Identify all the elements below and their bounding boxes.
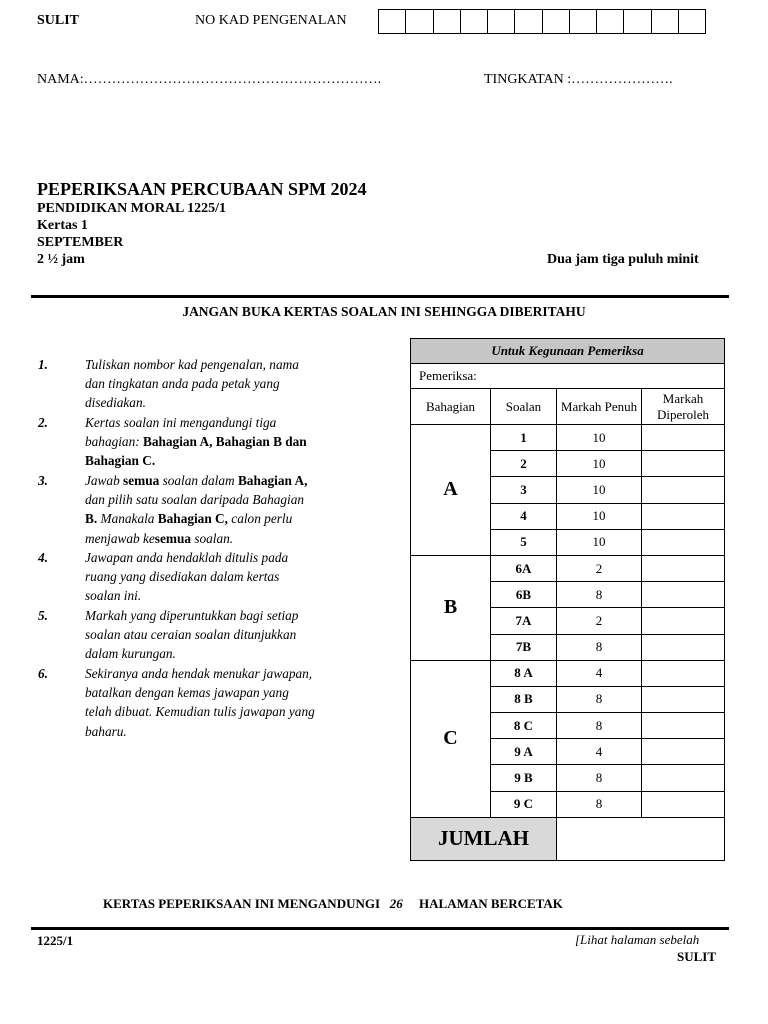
examiner-field[interactable]: Pemeriksa:: [411, 364, 725, 389]
month-line: SEPTEMBER: [37, 235, 124, 250]
divider-bottom: [31, 927, 729, 930]
duration-line: 2 ½ jam: [37, 252, 85, 267]
tingkatan-field[interactable]: TINGKATAN :………………….: [484, 72, 673, 87]
question-cell: 4: [491, 503, 557, 529]
full-mark-cell: 10: [557, 529, 642, 555]
obtained-mark-cell[interactable]: [642, 634, 725, 660]
instruction-line: Tuliskan nombor kad pengenalan, nama: [85, 357, 299, 372]
ic-digit-box[interactable]: [488, 10, 515, 33]
table-row: [411, 555, 725, 581]
full-mark-cell: 8: [557, 713, 642, 739]
instruction-line: Markah yang diperuntukkan bagi setiap: [85, 608, 299, 623]
instruction-line: batalkan dengan kemas jawapan yang: [85, 685, 289, 701]
instruction-line: soalan atau ceraian soalan ditunjukkan: [85, 627, 297, 643]
full-mark-cell: 10: [557, 503, 642, 529]
full-mark-cell: 2: [557, 608, 642, 634]
subject-line: PENDIDIKAN MORAL 1225/1: [37, 201, 227, 216]
full-mark-cell: 4: [557, 660, 642, 686]
obtained-mark-cell[interactable]: [642, 713, 725, 739]
nama-field[interactable]: NAMA:……………………………………………………….: [37, 72, 382, 87]
ic-digit-box[interactable]: [406, 10, 433, 33]
examiner-table: [410, 338, 725, 861]
obtained-mark-cell[interactable]: [642, 791, 725, 817]
obtained-mark-cell[interactable]: [642, 765, 725, 791]
sulit-footer: SULIT: [677, 949, 717, 964]
full-mark-cell: 8: [557, 582, 642, 608]
ic-digit-box[interactable]: [597, 10, 624, 33]
instruction-number: 1.: [38, 357, 48, 372]
ic-label: NO KAD PENGENALAN: [195, 13, 347, 28]
instruction-line: dalam kurungan.: [85, 646, 176, 662]
question-cell: 7A: [491, 608, 557, 634]
total-value-cell[interactable]: [557, 817, 725, 860]
sulit-label: SULIT: [37, 13, 80, 28]
rich-line: dan pilih satu soalan daripada Bahagian: [85, 492, 305, 508]
pages-pre: KERTAS PEPERIKSAAN INI MENGANDUNGI: [103, 896, 381, 911]
question-cell: 7B: [491, 634, 557, 660]
instruction-line: [85, 509, 348, 528]
ic-digit-box[interactable]: [624, 10, 651, 33]
examiner-table-body: [411, 339, 725, 861]
instruction-number: 5.: [38, 608, 48, 623]
instruction-line: Kertas soalan ini mengandungi tiga: [85, 415, 277, 430]
obtained-mark-cell[interactable]: [642, 739, 725, 765]
instruction-line: telah dibuat. Kemudian tulis jawapan yang: [85, 704, 315, 720]
instruction-line: disediakan.: [85, 395, 146, 411]
instruction-line: soalan ini.: [85, 588, 142, 604]
obtained-mark-cell[interactable]: [642, 477, 725, 503]
full-mark-cell: 2: [557, 555, 642, 581]
instruction-line: [85, 451, 348, 470]
instruction-text: [85, 548, 348, 606]
obtained-mark-cell[interactable]: [642, 451, 725, 477]
section-cell-a: A: [411, 425, 491, 556]
instruction-text: [85, 606, 348, 664]
obtained-mark-cell[interactable]: [642, 660, 725, 686]
full-mark-cell: 8: [557, 791, 642, 817]
obtained-mark-cell[interactable]: [642, 608, 725, 634]
question-cell: 6B: [491, 582, 557, 608]
paper-code: 1225/1: [37, 933, 74, 948]
ic-digit-box[interactable]: [461, 10, 488, 33]
question-cell: 3: [491, 477, 557, 503]
full-mark-cell: 8: [557, 765, 642, 791]
next-page-note: [Lihat halaman sebelah: [575, 932, 700, 947]
rich-line: menjawab kesemua soalan.: [85, 530, 234, 546]
duration-words: Dua jam tiga puluh minit: [547, 252, 699, 267]
question-cell: 9 A: [491, 739, 557, 765]
ic-digit-box[interactable]: [543, 10, 570, 33]
table-row: [411, 660, 725, 686]
ic-digit-box[interactable]: [515, 10, 542, 33]
instruction-number: 4.: [38, 550, 48, 565]
warning-text: JANGAN BUKA KERTAS SOALAN INI SEHINGGA DIBERITAHU: [182, 304, 586, 319]
exam-title: PEPERIKSAAN PERCUBAAN SPM 2024: [37, 179, 367, 199]
table-title: Untuk Kegunaan Pemeriksa: [411, 339, 725, 364]
instruction-text: [85, 471, 348, 548]
instruction-line: [85, 471, 348, 490]
rich-line: Bahagian C.: [85, 453, 156, 469]
ic-digit-box[interactable]: [652, 10, 679, 33]
instruction-line: ruang yang disediakan dalam kertas: [85, 569, 280, 585]
ic-number-boxes[interactable]: [378, 9, 706, 34]
pages-post: HALAMAN BERCETAK: [419, 896, 563, 911]
obtained-mark-cell[interactable]: [642, 529, 725, 555]
total-label: JUMLAH: [411, 817, 557, 860]
pages-note: [103, 896, 563, 912]
instruction-number: 2.: [38, 415, 48, 430]
instruction-number: 6.: [38, 666, 48, 681]
table-row: [411, 425, 725, 451]
rich-line: B. Manakala Bahagian C, calon perlu: [85, 511, 293, 527]
full-mark-cell: 8: [557, 634, 642, 660]
instruction-line: dan tingkatan anda pada petak yang: [85, 376, 280, 392]
col-header-markah-penuh: Markah Penuh: [557, 389, 642, 425]
question-cell: 8 B: [491, 686, 557, 712]
instruction-line: [85, 432, 348, 451]
instruction-text: [85, 413, 348, 471]
obtained-mark-cell[interactable]: [642, 686, 725, 712]
full-mark-cell: 10: [557, 477, 642, 503]
total-row: [411, 817, 725, 860]
col-header-markah-diperoleh: Markah Diperoleh: [642, 389, 725, 425]
rich-line: Jawab semua soalan dalam Bahagian A,: [85, 473, 308, 488]
question-cell: 6A: [491, 555, 557, 581]
rich-line: bahagian: Bahagian A, Bahagian B dan: [85, 434, 307, 450]
ic-digit-box[interactable]: [679, 10, 705, 33]
question-cell: 9 C: [491, 791, 557, 817]
section-cell-b: B: [411, 555, 491, 660]
obtained-mark-cell[interactable]: [642, 503, 725, 529]
ic-digit-box[interactable]: [379, 10, 406, 33]
col-header-soalan: Soalan: [491, 389, 557, 425]
pages-count: 26: [389, 896, 403, 911]
question-cell: 2: [491, 451, 557, 477]
full-mark-cell: 10: [557, 425, 642, 451]
full-mark-cell: 4: [557, 739, 642, 765]
instruction-line: [85, 490, 348, 509]
question-cell: 1: [491, 425, 557, 451]
instruction-line: [85, 529, 348, 548]
question-cell: 9 B: [491, 765, 557, 791]
question-cell: 8 A: [491, 660, 557, 686]
instruction-number: 3.: [38, 473, 48, 488]
instruction-text: [85, 664, 348, 741]
ic-digit-box[interactable]: [434, 10, 461, 33]
obtained-mark-cell[interactable]: [642, 425, 725, 451]
obtained-mark-cell[interactable]: [642, 555, 725, 581]
paper-line: Kertas 1: [37, 218, 88, 233]
obtained-mark-cell[interactable]: [642, 582, 725, 608]
instruction-line: Jawapan anda hendaklah ditulis pada: [85, 550, 289, 565]
ic-digit-box[interactable]: [570, 10, 597, 33]
instruction-line: baharu.: [85, 723, 127, 739]
question-cell: 8 C: [491, 713, 557, 739]
question-cell: 5: [491, 529, 557, 555]
full-mark-cell: 10: [557, 451, 642, 477]
section-cell-c: C: [411, 660, 491, 817]
divider-top: [31, 295, 729, 298]
col-header-bahagian: Bahagian: [411, 389, 491, 425]
instruction-text: [85, 355, 348, 413]
full-mark-cell: 8: [557, 686, 642, 712]
instruction-line: Sekiranya anda hendak menukar jawapan,: [85, 666, 313, 681]
